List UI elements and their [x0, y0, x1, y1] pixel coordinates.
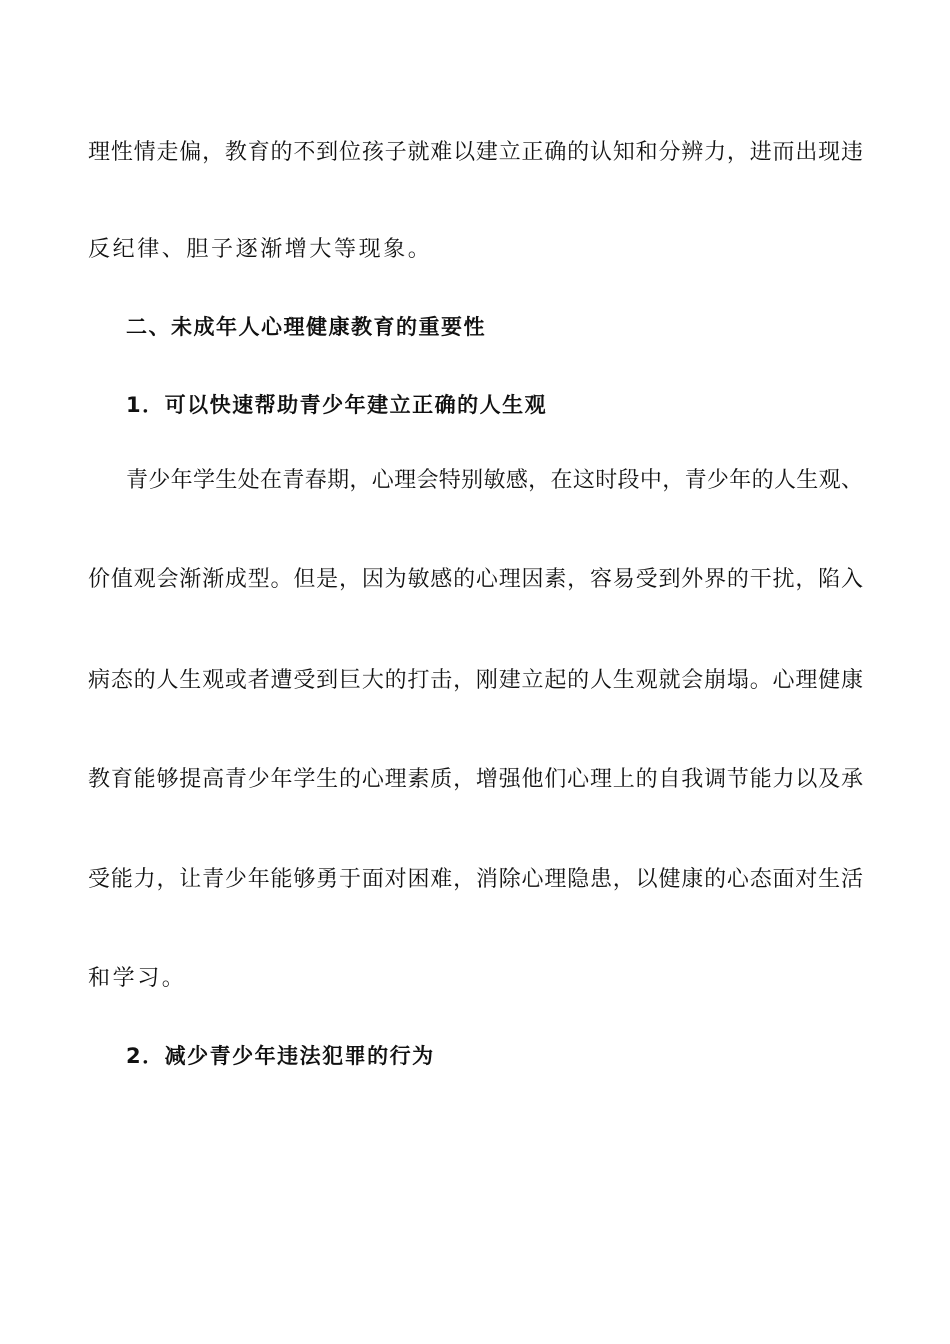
- paragraph-line: 受能力，让青少年能够勇于面对困难，消除心理隐患，以健康的心态面对生活: [88, 867, 863, 892]
- subsection-heading: 2．减少青少年违法犯罪的行为: [126, 1044, 435, 1068]
- subsection-heading: 1．可以快速帮助青少年建立正确的人生观: [126, 393, 548, 417]
- paragraph-line: 病态的人生观或者遭受到巨大的打击，刚建立起的人生观就会崩塌。心理健康: [88, 668, 863, 693]
- paragraph-line: 和学习。: [88, 966, 187, 991]
- paragraph-line: 价值观会渐渐成型。但是，因为敏感的心理因素，容易受到外界的干扰，陷入: [88, 567, 863, 592]
- paragraph-line: 反纪律、胆子逐渐增大等现象。: [88, 237, 433, 262]
- section-heading: 二、未成年人心理健康教育的重要性: [126, 315, 486, 339]
- paragraph-line: 青少年学生处在青春期，心理会特别敏感，在这时段中，青少年的人生观、: [126, 468, 863, 493]
- paragraph-line: 教育能够提高青少年学生的心理素质，增强他们心理上的自我调节能力以及承: [88, 767, 863, 792]
- paragraph-line: 理性情走偏，教育的不到位孩子就难以建立正确的认知和分辨力，进而出现违: [88, 140, 863, 165]
